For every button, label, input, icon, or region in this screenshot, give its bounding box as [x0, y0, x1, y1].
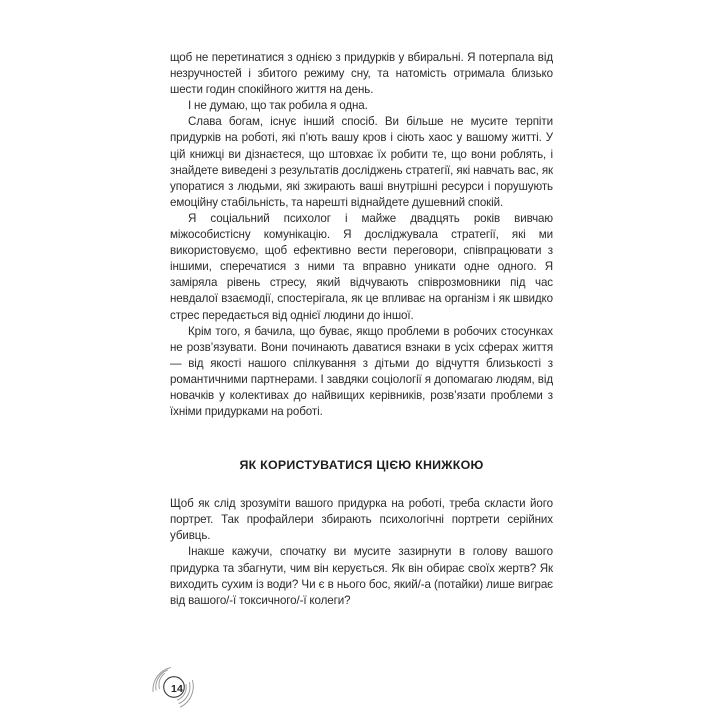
paragraph: Слава богам, існує інший спосіб. Ви більше не мусите терпіти придурків на роботі, які п’ють вашу кров і сіють хаос у вашому житті. У цій книжці ви дізнаєтеся, що штовхає їх робити те, що вони роблять, і знайдете виведені з результатів досліджень стратегії, які навчать вас, як упоратися з людьми, які зжирають ваші внутрішні ресурси і порушують емоційну стабільність, та нарешті віднайдете душевний спокій. — [170, 115, 553, 209]
section-heading-block — [170, 457, 553, 473]
paragraph: І не думаю, що так робила я одна. — [188, 99, 368, 113]
page-number: 14 — [170, 683, 184, 695]
paragraph: Інакше кажучи, спочатку ви мусите зазирнути в голову вашого придурка та збагнути, чим він керується. Як він обирає своїх жертв? Як виходить сухим із води? Чи є в нього бос, який/-а (потайки) лише виграє від вашого/-ї токсичного/-ї колеги? — [170, 545, 553, 607]
page-number-ornament — [150, 666, 202, 712]
paragraph-continued: щоб не перетинатися з однією з придурків у вбиральні. Я потерпала від незручностей і збитого режиму сну, та натомість отримала близько шести годин спокійного життя на день. — [170, 51, 553, 97]
paragraph: Щоб як слід зрозуміти вашого придурка на роботі, треба скласти його портрет. Так профайлери збирають психологічні портрети серійних убивць. — [170, 497, 553, 543]
page-text-column — [170, 50, 553, 609]
section-heading: ЯК КОРИСТУВАТИСЯ ЦІЄЮ КНИЖКОЮ — [239, 458, 484, 473]
paragraph: Я соціальний психолог і майже двадцять років вивчаю міжособистісну комунікацію. Я досліджувала стратегії, які ми використовуємо, щоб ефективно вести переговори, співпрацювати з іншими, сперечатися з ними та вправно уникати одне одного. Я заміряла рівень стресу, який відчувають співрозмовники під час невдалої взаємодії, спостерігала, як це впливає на організм і як швидко стрес передається від однієї людини до іншої. — [170, 211, 553, 322]
paragraph: Крім того, я бачила, що буває, якщо проблеми в робочих стосунках не розв’язувати. Вони починають даватися взнаки в усіх сферах життя — від якості нашого спілкування з дітьми до відчуття близькості з романтичними партнерами. І завдяки соціології я допомагаю людям, від новачків у колективах до найвищих керівників, розв’язати проблеми з їхніми придурками на роботі. — [170, 324, 553, 419]
